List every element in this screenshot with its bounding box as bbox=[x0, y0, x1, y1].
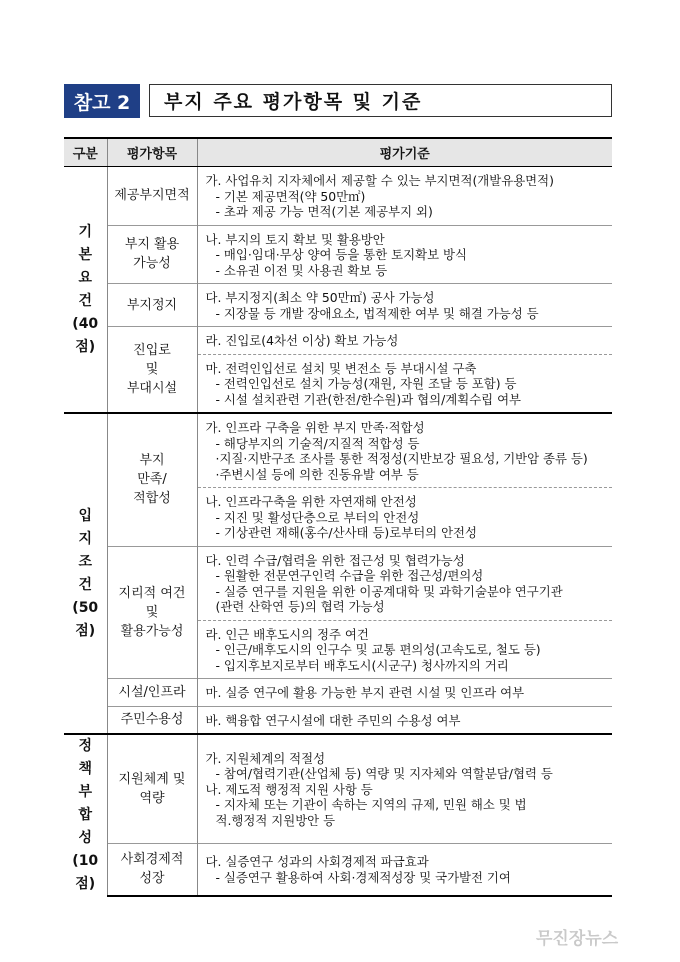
criteria-cell bbox=[197, 679, 612, 707]
category-label: 책 bbox=[78, 761, 93, 777]
column-header-criteria: 평가기준 bbox=[197, 138, 612, 167]
criteria-line: 나. 제도적 행정적 지원 사항 등 bbox=[205, 781, 373, 797]
item-label: 활용가능성 bbox=[120, 623, 184, 639]
item-cell bbox=[107, 706, 197, 734]
category-label: 기 bbox=[78, 223, 93, 240]
criteria-line: 가. 사업유치 지자체에서 제공할 수 있는 부지면적(개발유용면적) bbox=[205, 173, 554, 188]
criteria-line: - 초과 제공 가능 면적(기본 제공부지 외) bbox=[215, 204, 433, 219]
table-row bbox=[64, 546, 612, 620]
table-row bbox=[64, 167, 612, 226]
item-label: 및 bbox=[145, 362, 159, 377]
category-label: 요 bbox=[78, 269, 93, 286]
category-label: (10점) bbox=[72, 853, 99, 892]
item-label: 지리적 여건 bbox=[118, 585, 186, 601]
criteria-line: 바. 핵융합 연구시설에 대한 주민의 수용성 여부 bbox=[205, 712, 461, 728]
table-row bbox=[64, 225, 612, 284]
item-label: 진입로 bbox=[133, 343, 171, 358]
criteria-line: - 기본 제공면적(약 50만㎡) bbox=[215, 188, 366, 204]
item-label: 사회경제적 bbox=[120, 852, 184, 868]
table-row bbox=[64, 706, 612, 734]
item-cell bbox=[107, 734, 197, 843]
criteria-cell bbox=[197, 225, 612, 284]
criteria-cell bbox=[197, 354, 612, 413]
reference-badge: 참고 2 bbox=[64, 84, 140, 118]
criteria-line: - 인근/배후도시의 인구수 및 교통 편의성(고속도로, 철도 등) bbox=[215, 642, 541, 657]
category-label: 정 bbox=[78, 738, 93, 754]
category-label: 건 bbox=[78, 576, 93, 593]
criteria-line: - 지장물 등 개발 장애요소, 법적제한 여부 및 해결 가능성 등 bbox=[215, 305, 539, 321]
table-row bbox=[64, 327, 612, 355]
item-cell bbox=[107, 327, 197, 414]
table-row bbox=[64, 679, 612, 707]
criteria-cell bbox=[197, 284, 612, 327]
item-label: 부지 활용 bbox=[124, 237, 180, 253]
criteria-line: 가. 지원체계의 적절성 bbox=[205, 750, 326, 766]
category-label: 본 bbox=[78, 246, 93, 263]
item-cell bbox=[107, 167, 197, 226]
item-cell bbox=[107, 679, 197, 707]
criteria-line: 라. 진입로(4차선 이상) 확보 가능성 bbox=[205, 333, 399, 348]
item-label: 지원체계 및 bbox=[118, 771, 186, 787]
criteria-line: ·주변시설 등에 의한 진동유발 여부 등 bbox=[215, 466, 419, 482]
table-header-row bbox=[64, 138, 612, 167]
item-cell bbox=[107, 546, 197, 679]
watermark: 무진장뉴스 bbox=[536, 929, 619, 949]
table-row bbox=[64, 734, 612, 843]
criteria-cell bbox=[197, 488, 612, 547]
criteria-line: 다. 실증연구 성과의 사회경제적 파급효과 bbox=[205, 854, 429, 870]
criteria-line: 마. 실증 연구에 활용 가능한 부지 관련 시설 및 인프라 여부 bbox=[205, 685, 525, 700]
criteria-cell bbox=[197, 843, 612, 896]
criteria-line: (관련 산학연 등)의 협력 가능성 bbox=[215, 599, 385, 614]
criteria-line: - 기상관련 재해(홍수/산사태 등)로부터의 안전성 bbox=[215, 525, 477, 540]
criteria-line: ·지질·지반구조 조사를 통한 적정성(지반보강 필요성, 기반암 종류 등) bbox=[215, 451, 588, 466]
criteria-line: - 매입·임대·무상 양여 등을 통한 토지확보 방식 bbox=[215, 247, 467, 262]
criteria-cell bbox=[197, 413, 612, 488]
item-label: 성장 bbox=[139, 871, 165, 887]
category-label: 지 bbox=[78, 530, 93, 547]
category-cell bbox=[64, 734, 107, 896]
evaluation-table bbox=[64, 137, 612, 897]
item-label: 부지 bbox=[139, 453, 165, 469]
category-label: 부 bbox=[78, 784, 93, 800]
criteria-line: - 지진 및 활성단층으로 부터의 안전성 bbox=[215, 509, 420, 525]
item-label: 주민수용성 bbox=[120, 712, 184, 728]
item-label: 부지정지 bbox=[126, 297, 178, 313]
table-row bbox=[64, 413, 612, 488]
category-label: 조 bbox=[78, 553, 93, 570]
criteria-line: - 전력인입선로 설치 가능성(재원, 자원 조달 등 포함) 등 bbox=[215, 376, 517, 391]
criteria-line: 적.행정적 지원방안 등 bbox=[215, 812, 336, 828]
category-cell bbox=[64, 167, 107, 414]
criteria-line: - 원활한 전문연구인력 수급을 위한 접근성/편의성 bbox=[215, 568, 484, 583]
criteria-line: - 지자체 또는 기관이 속하는 지역의 규제, 민원 해소 및 법 bbox=[215, 797, 527, 813]
item-label: 적합성 bbox=[133, 491, 171, 507]
criteria-line: 나. 부지의 토지 확보 및 활용방안 bbox=[205, 231, 385, 247]
criteria-line: - 시설 설치관련 기관(한전/한수원)과 협의/계획수립 여부 bbox=[215, 391, 522, 407]
item-label: 부대시설 bbox=[126, 381, 178, 396]
criteria-line: 마. 전력인입선로 설치 및 변전소 등 부대시설 구축 bbox=[205, 360, 477, 376]
column-header-item: 평가항목 bbox=[107, 138, 197, 167]
criteria-line: 나. 인프라구축을 위한 자연재해 안전성 bbox=[205, 494, 417, 509]
criteria-line: - 입지후보지로부터 배후도시(시군구) 청사까지의 거리 bbox=[215, 657, 509, 673]
item-cell bbox=[107, 284, 197, 327]
criteria-line: 가. 인프라 구축을 위한 부지 만족·적합성 bbox=[205, 420, 425, 435]
category-label: 건 bbox=[78, 292, 93, 309]
category-label: 합 bbox=[78, 807, 93, 823]
category-cell bbox=[64, 413, 107, 734]
criteria-line: - 실증연구 활용하여 사회·경제적성장 및 국가발전 기여 bbox=[215, 869, 511, 885]
criteria-cell bbox=[197, 546, 612, 620]
item-label: 역량 bbox=[139, 790, 165, 806]
criteria-line: - 소유권 이전 및 사용권 확보 등 bbox=[215, 262, 388, 278]
criteria-cell bbox=[197, 706, 612, 734]
item-label: 및 bbox=[145, 604, 159, 620]
item-cell bbox=[107, 843, 197, 896]
item-label: 만족/ bbox=[137, 472, 167, 488]
criteria-line: - 해당부지의 기술적/지질적 적합성 등 bbox=[215, 435, 420, 451]
category-label: (50점) bbox=[72, 599, 99, 639]
criteria-line: - 참여/협력기관(산업체 등) 역량 및 지자체와 역할분담/협력 등 bbox=[215, 766, 553, 782]
page-title: 부지 주요 평가항목 및 기준 bbox=[149, 84, 612, 117]
category-label: (40점) bbox=[72, 315, 99, 355]
criteria-cell bbox=[197, 327, 612, 355]
criteria-cell bbox=[197, 734, 612, 843]
item-label: 가능성 bbox=[133, 256, 171, 272]
item-cell bbox=[107, 413, 197, 546]
criteria-cell bbox=[197, 620, 612, 679]
category-label: 성 bbox=[78, 830, 93, 846]
item-label: 제공부지면적 bbox=[114, 188, 190, 204]
criteria-line: 다. 부지정지(최소 약 50만㎡) 공사 가능성 bbox=[205, 290, 435, 305]
table-row bbox=[64, 284, 612, 327]
table-row bbox=[64, 843, 612, 896]
category-label: 입 bbox=[78, 507, 93, 524]
column-header-category: 구분 bbox=[64, 138, 107, 167]
item-label: 시설/인프라 bbox=[118, 684, 186, 700]
item-cell bbox=[107, 225, 197, 284]
criteria-line: 다. 인력 수급/협력을 위한 접근성 및 협력가능성 bbox=[205, 552, 465, 568]
criteria-cell bbox=[197, 167, 612, 226]
criteria-line: - 실증 연구를 지원을 위한 이공계대학 및 과학기술분야 연구기관 bbox=[215, 583, 563, 599]
criteria-line: 라. 인근 배후도시의 정주 여건 bbox=[205, 626, 369, 642]
